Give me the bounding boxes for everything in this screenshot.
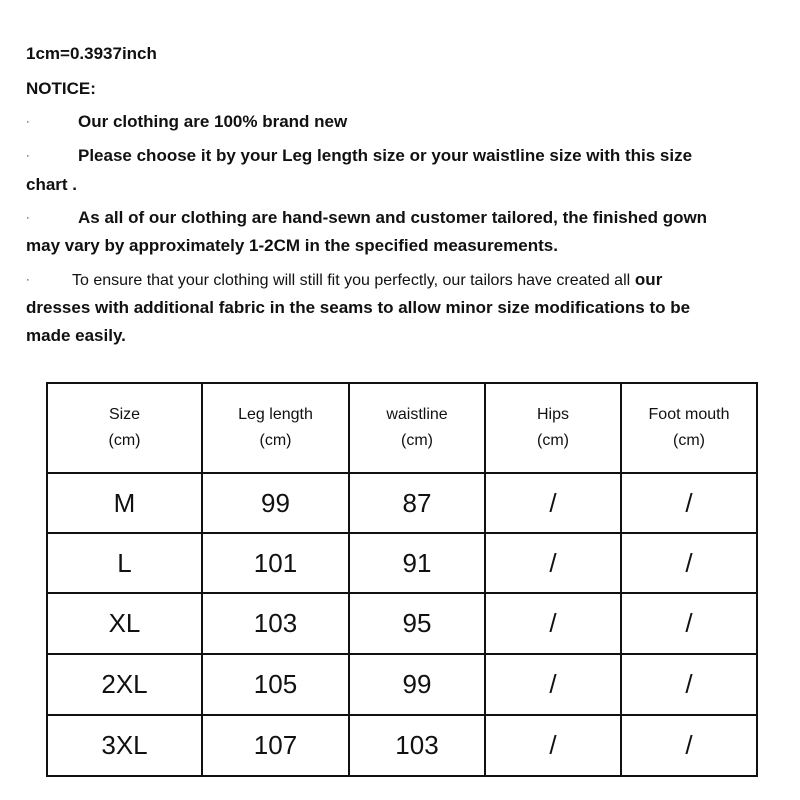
cell-leg-length: 99 (202, 473, 349, 533)
notice-item-choose-size (26, 142, 756, 198)
bullet-icon: · (26, 273, 30, 286)
unit-conversion: 1cm=0.3937inch (26, 44, 157, 63)
notice-item-brand-new (26, 108, 756, 136)
notice-text-continued: dresses with additional fabric in the seams to allow minor size modifications to be (26, 298, 691, 318)
cell-leg-length: 107 (202, 715, 349, 776)
notice-text: Our clothing are 100% brand new (78, 112, 348, 131)
cell-size: 3XL (47, 715, 202, 776)
header-foot-mouth: Foot mouth (cm) (621, 383, 757, 473)
cell-size: XL (47, 593, 202, 654)
cell-leg-length: 105 (202, 654, 349, 715)
cell-foot-mouth: / (621, 715, 757, 776)
cell-leg-length: 103 (202, 593, 349, 654)
notice-text: As all of our clothing are hand-sewn and customer tailored, the finished gown (78, 208, 708, 228)
cell-waistline: 91 (349, 533, 485, 593)
cell-hips: / (485, 473, 621, 533)
cell-size: 2XL (47, 654, 202, 715)
cell-waistline: 87 (349, 473, 485, 533)
notice-text: Please choose it by your Leg length size or your waistline size with this size (78, 146, 693, 166)
table-row (47, 533, 757, 593)
cell-waistline: 103 (349, 715, 485, 776)
notice-text-continued: chart . (26, 174, 78, 194)
bullet-icon: · (26, 211, 30, 224)
cell-foot-mouth: / (621, 593, 757, 654)
table-header-row (47, 383, 757, 473)
header-hips: Hips (cm) (485, 383, 621, 473)
cell-size: M (47, 473, 202, 533)
notice-text-bold: our (634, 269, 663, 289)
header-leg-length: Leg length (cm) (202, 383, 349, 473)
cell-waistline: 95 (349, 593, 485, 654)
notice-text-continued: made easily. (26, 325, 126, 345)
bullet-icon: · (26, 150, 30, 163)
cell-foot-mouth: / (621, 473, 757, 533)
notice-text-continued: may vary by approximately 1-2CM in the specified measurements. (26, 236, 558, 256)
size-chart-table (46, 382, 758, 777)
notice-item-hand-sewn (26, 204, 756, 260)
cell-hips: / (485, 593, 621, 654)
cell-hips: / (485, 715, 621, 776)
header-size: Size (cm) (47, 383, 202, 473)
header-waistline: waistline (cm) (349, 383, 485, 473)
cell-foot-mouth: / (621, 654, 757, 715)
cell-foot-mouth: / (621, 533, 757, 593)
notice-item-fit (26, 266, 756, 350)
table-row (47, 715, 757, 776)
cell-waistline: 99 (349, 654, 485, 715)
size-notes (26, 40, 756, 349)
cell-hips: / (485, 533, 621, 593)
bullet-icon: · (26, 115, 30, 128)
cell-size: L (47, 533, 202, 593)
table-row (47, 654, 757, 715)
table-row (47, 593, 757, 654)
table-row (47, 473, 757, 533)
cell-hips: / (485, 654, 621, 715)
notice-text: To ensure that your clothing will still fit you perfectly, our tailors have created all (72, 271, 631, 289)
cell-leg-length: 101 (202, 533, 349, 593)
notice-title: NOTICE: (26, 78, 96, 98)
